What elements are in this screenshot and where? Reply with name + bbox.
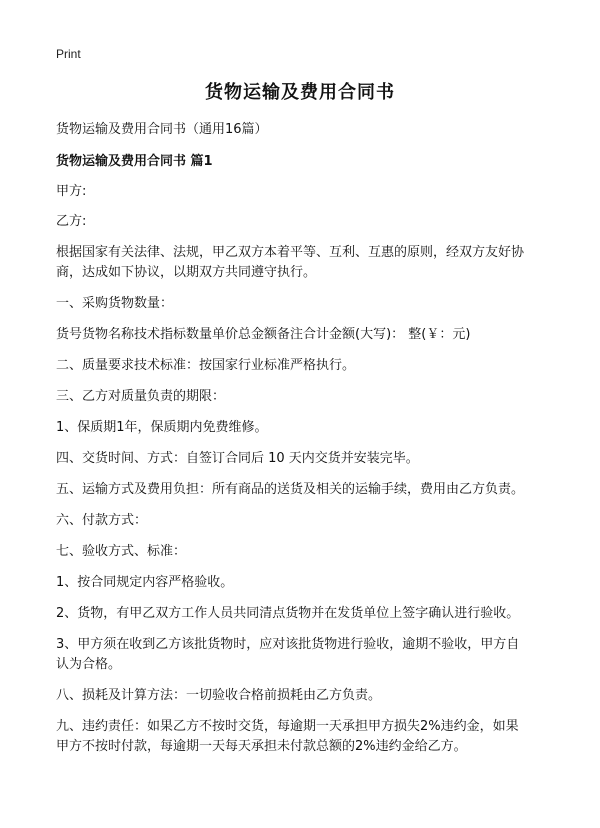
clause-7: 七、验收方式、标准： bbox=[56, 544, 187, 559]
clause-6: 六、付款方式： bbox=[56, 513, 148, 528]
clause-9-line-2: 甲方不按时付款，每逾期一天每天承担未付款总额的2%违约金给乙方。 bbox=[56, 739, 467, 754]
clause-7-item-1: 1、按合同规定内容严格验收。 bbox=[56, 575, 234, 590]
intro-paragraph-line-1: 根据国家有关法律、法规，甲乙双方本着平等、互利、互惠的原则，经双方友好协 bbox=[56, 245, 525, 260]
clause-7-item-2: 2、货物，有甲乙双方工作人员共同清点货物并在发货单位上签字确认进行验收。 bbox=[56, 606, 520, 621]
clause-2: 二、质量要求技术标准：按国家行业标准严格执行。 bbox=[56, 358, 356, 373]
clause-4: 四、交货时间、方式：自签订合同后 10 天内交货并安装完毕。 bbox=[56, 451, 419, 466]
clause-7-item-3-line-1: 3、甲方须在收到乙方该批货物时，应对该批货物进行验收，逾期不验收，甲方自 bbox=[56, 637, 520, 652]
section-heading: 货物运输及费用合同书 篇1 bbox=[56, 154, 213, 169]
clause-5: 五、运输方式及费用负担：所有商品的送货及相关的运输手续，费用由乙方负责。 bbox=[56, 482, 525, 497]
clause-1-detail: 货号货物名称技术指标数量单价总金额备注合计金额(大写)： 整(￥：元) bbox=[56, 327, 471, 342]
clause-8: 八、损耗及计算方法：一切验收合格前损耗由乙方负责。 bbox=[56, 688, 382, 703]
clause-9-line-1: 九、违约责任：如果乙方不按时交货，每逾期一天承担甲方损失2%违约金，如果 bbox=[56, 719, 519, 734]
page-title: 货物运输及费用合同书 bbox=[205, 82, 395, 103]
document-subtitle: 货物运输及费用合同书（通用16篇） bbox=[56, 122, 268, 137]
clause-1: 一、采购货物数量： bbox=[56, 296, 174, 311]
print-label: Print bbox=[56, 47, 81, 61]
clause-3: 三、乙方对质量负责的期限： bbox=[56, 389, 226, 404]
clause-3-detail: 1、保质期1年，保质期内免费维修。 bbox=[56, 420, 268, 435]
party-a-line: 甲方: bbox=[56, 184, 87, 199]
intro-paragraph-line-2: 商，达成如下协议，以期双方共同遵守执行。 bbox=[56, 265, 317, 280]
party-b-line: 乙方: bbox=[56, 214, 87, 229]
clause-7-item-3-line-2: 认为合格。 bbox=[56, 657, 122, 672]
